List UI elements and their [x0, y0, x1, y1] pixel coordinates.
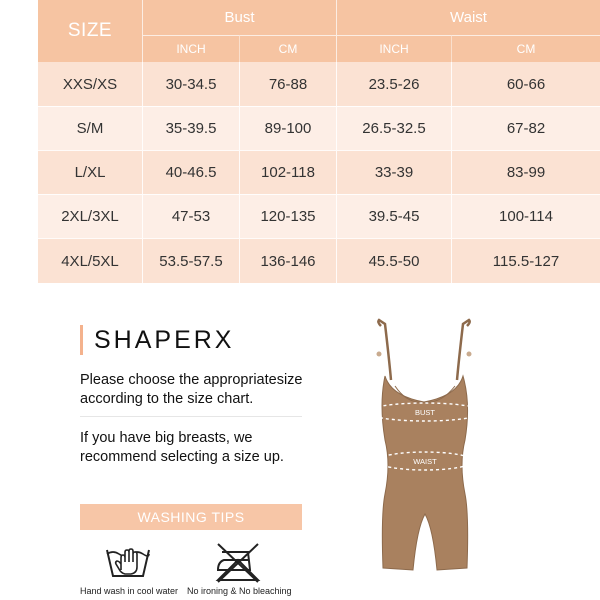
table-cell-waist-cm: 100-114 [451, 194, 600, 238]
table-cell-bust-inch: 30-34.5 [142, 62, 239, 106]
waist-inch-header: INCH [336, 35, 451, 62]
no-ironing-no-bleaching-icon [214, 540, 262, 584]
table-cell-waist-inch: 33-39 [336, 150, 451, 194]
bust-label: BUST [414, 408, 436, 417]
table-cell-bust-inch: 35-39.5 [142, 106, 239, 150]
size-advice-text: Please choose the appropriatesize according to the size chart. [80, 372, 303, 407]
size-header: SIZE [38, 0, 142, 62]
table-cell-bust-cm: 136-146 [239, 238, 336, 283]
table-cell-bust-cm: 120-135 [239, 194, 336, 238]
table-row-size: 2XL/3XL [38, 194, 142, 238]
table-cell-waist-cm: 67-82 [451, 106, 600, 150]
no-ironing-label: No ironing & No bleaching [187, 586, 292, 596]
table-row-size: XXS/XS [38, 62, 142, 106]
big-breast-advice-text: If you have big breasts, we recommend selecting a size up. [80, 430, 284, 465]
table-cell-waist-inch: 45.5-50 [336, 238, 451, 283]
hand-wash-icon [104, 540, 152, 584]
washing-tips-banner: WASHING TIPS [80, 504, 302, 530]
table-cell-bust-inch: 40-46.5 [142, 150, 239, 194]
table-cell-waist-cm: 83-99 [451, 150, 600, 194]
table-cell-waist-inch: 39.5-45 [336, 194, 451, 238]
bust-cm-header: CM [239, 35, 336, 62]
table-cell-waist-cm: 115.5-127 [451, 238, 600, 283]
table-cell-waist-inch: 23.5-26 [336, 62, 451, 106]
brand-accent-bar [80, 325, 83, 355]
table-cell-bust-cm: 76-88 [239, 62, 336, 106]
table-cell-waist-inch: 26.5-32.5 [336, 106, 451, 150]
table-row-size: 4XL/5XL [38, 238, 142, 283]
size-chart-table [38, 0, 600, 284]
table-cell-bust-cm: 102-118 [239, 150, 336, 194]
brand-logo: SHAPERX [94, 326, 235, 354]
waist-header: Waist [336, 0, 600, 35]
divider [80, 416, 302, 417]
bodysuit-product-image [355, 318, 495, 600]
waist-label: WAIST [413, 457, 437, 466]
hand-wash-label: Hand wash in cool water [80, 586, 179, 596]
waist-cm-header: CM [451, 35, 600, 62]
table-cell-bust-inch: 47-53 [142, 194, 239, 238]
table-cell-waist-cm: 60-66 [451, 62, 600, 106]
bust-header: Bust [142, 0, 336, 35]
bust-inch-header: INCH [142, 35, 239, 62]
table-cell-bust-cm: 89-100 [239, 106, 336, 150]
table-row-size: S/M [38, 106, 142, 150]
table-cell-bust-inch: 53.5-57.5 [142, 238, 239, 283]
table-row-size: L/XL [38, 150, 142, 194]
